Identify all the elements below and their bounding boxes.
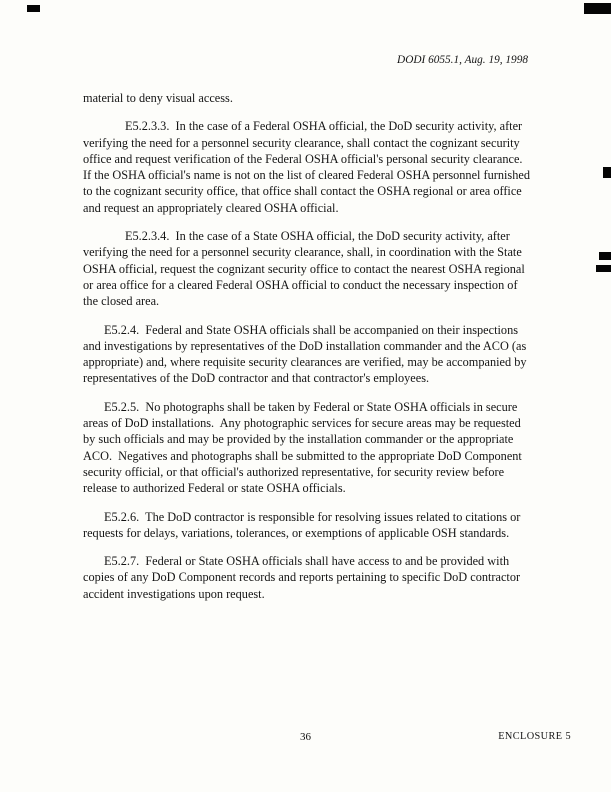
document-body xyxy=(83,90,534,614)
paragraph-continuation: material to deny visual access. xyxy=(83,91,233,105)
paragraph-e5-2-4: E5.2.4. Federal and State OSHA officials shall be accompanied on their inspections and investigations by representatives of the DoD installation commander and the ACO (as appropriate) and, where requisite security clearances are verified, may be accompanied by representatives of the DoD contractor and that contractor's employees. xyxy=(83,322,530,386)
scan-artifact xyxy=(599,252,611,260)
scan-artifact xyxy=(596,265,611,272)
paragraph-e5-2-7: E5.2.7. Federal or State OSHA officials shall have access to and be provided with copies of any DoD Component records and reports pertaining to specific DoD contractor accident investigations upon request. xyxy=(83,554,524,601)
scan-artifact xyxy=(603,167,611,178)
scan-artifact xyxy=(584,3,611,14)
enclosure-label: ENCLOSURE 5 xyxy=(498,731,571,742)
page-footer xyxy=(0,731,611,747)
paragraph-e5-2-3-4: E5.2.3.4. In the case of a State OSHA official, the DoD security activity, after verifying the need for a personnel security clearance, shall, in coordination with the State OSHA official, request the cognizant security office to contact the nearest OSHA regional or area office for a cleared Federal OSHA official to conduct the necessary inspection of the closed area. xyxy=(83,229,528,309)
scan-artifact xyxy=(27,5,40,12)
paragraph-e5-2-3-3: E5.2.3.3. In the case of a Federal OSHA official, the DoD security activity, after verifying the need for a personnel security clearance, shall contact the cognizant security office and request verification of the Federal OSHA official's personal security clearance. If the OSHA official's name is not on the list of cleared Federal OSHA personnel furnished to the cognizant security office, that office shall contact the OSHA regional or area office and request an appropriately cleared OSHA official. xyxy=(83,119,534,215)
page-number: 36 xyxy=(300,731,311,743)
paragraph-e5-2-6: E5.2.6. The DoD contractor is responsible for resolving issues related to citations or requests for delays, variations, tolerances, or exemptions of applicable OSH standards. xyxy=(83,509,524,540)
paragraph-e5-2-5: E5.2.5. No photographs shall be taken by Federal or State OSHA officials in secure areas of DoD installations. Any photographic services for secure areas may be requested by such officials and may be provided by the installation commander or the appropriate ACO. Negatives and photographs shall be submitted to the appropriate DoD Component security official, or that official's authorized representative, for security review before release to authorized Federal or state OSHA officials. xyxy=(83,399,525,496)
doc-reference-header: DODI 6055.1, Aug. 19, 1998 xyxy=(397,54,528,66)
